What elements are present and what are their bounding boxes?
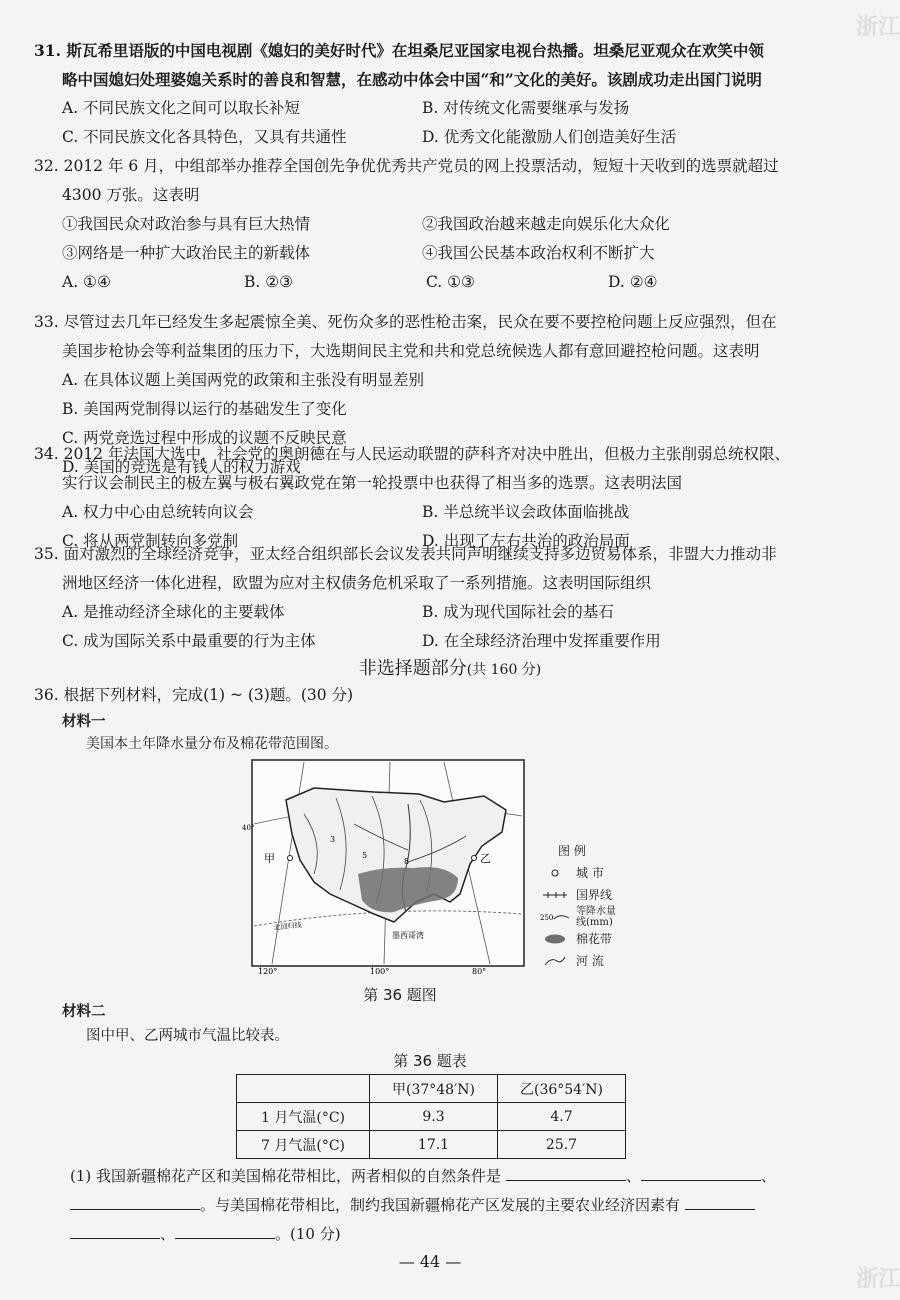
option-b: B. 美国两党制得以运行的基础发生了变化 [62, 400, 347, 418]
section-title-text: 非选择题部分 [358, 658, 467, 679]
option-b: B. 对传统文化需要继承与发扬 [422, 99, 630, 117]
item-2: ②我国政治越来越走向娱乐化大众化 [422, 215, 671, 233]
table-title: 第 36 题表 [393, 1052, 467, 1070]
lon-label: 80° [472, 967, 487, 976]
sub-question-1-text: (1) 我国新疆棉花产区和美国棉花带相比，两者相似的自然条件是 [70, 1167, 502, 1185]
option-c: C. 两党竞选过程中形成的议题不反映民意 [62, 429, 347, 447]
isohyet-value: 8 [404, 857, 410, 866]
question-stem-cont: 美国步枪协会等利益集团的压力下，大选期间民主党和共和党总统候选人都有意回避控枪问题。这表明 [62, 342, 760, 360]
option-c: C. 成为国际关系中最重要的行为主体 [62, 632, 316, 650]
legend-item [540, 884, 620, 906]
cotton-belt-icon [540, 934, 570, 944]
table-header [237, 1075, 370, 1103]
lon-label: 100° [370, 967, 390, 976]
option-c: C. 不同民族文化各具特色，又具有共通性 [62, 128, 347, 146]
table-cell: 25.7 [498, 1131, 626, 1159]
material-1-caption: 美国本土年降水量分布及棉花带范围图。 [86, 736, 338, 752]
material-1-label: 材料一 [62, 713, 106, 730]
table-header: 甲(37°48′N) [370, 1075, 498, 1103]
option-d: D. 在全球经济治理中发挥重要作用 [422, 632, 661, 650]
sub-question-1: (1) 我国新疆棉花产区和美国棉花带相比，两者相似的自然条件是 、 、 。与美国棉花带相比，制约我国新疆棉花产区发展的主要农业经济因素有 、 。(10 分) [70, 1162, 830, 1249]
answer-blank[interactable] [175, 1222, 275, 1239]
option-c: C. 将从两党制转向多党制 [62, 532, 239, 550]
question-stem: 34. 2012 年法国大选中，社会党的奥朗德在与人民运动联盟的萨科齐对决中胜出，但极力主张削弱总统权限、 [34, 445, 790, 463]
table-row [237, 1103, 626, 1131]
question-32 [34, 152, 824, 297]
legend-label: 河 流 [576, 954, 604, 968]
isohyet-value: 3 [330, 835, 336, 844]
table-header-row [237, 1075, 626, 1103]
table-row [237, 1131, 626, 1159]
city-jia-dot [288, 856, 293, 861]
table-cell: 17.1 [370, 1131, 498, 1159]
option-a: A. ①④ [62, 273, 111, 291]
option-b: B. ②③ [244, 273, 294, 291]
legend-label: 城 市 [576, 866, 604, 880]
lon-label: 120° [258, 967, 278, 976]
question-stem-cont: 洲地区经济一体化进程，欧盟为应对主权债务危机采取了一系列措施。这表明国际组织 [62, 574, 652, 592]
table-header: 乙(36°54′N) [498, 1075, 626, 1103]
material-2-caption: 图中甲、乙两城市气温比较表。 [86, 1028, 289, 1044]
legend-label: 国界线 [576, 888, 613, 902]
option-d: D. 出现了左右共治的政治局面 [422, 532, 630, 550]
question-34 [34, 440, 824, 556]
option-d: D. 美国的竞选是有钱人的权力游戏 [62, 458, 301, 476]
item-4: ④我国公民基本政治权利不断扩大 [422, 244, 655, 262]
city-dot-icon [540, 868, 570, 878]
item-3: ③网络是一种扩大政治民主的新载体 [62, 244, 311, 262]
answer-blank[interactable] [641, 1164, 761, 1181]
watermark-bottom: 浙江 [855, 1267, 900, 1292]
section-title [0, 654, 900, 680]
question-31 [34, 36, 824, 152]
question-stem: 35. 面对激烈的全球经济竞争，亚太经合组织部长会议发表共同声明继续支持多边贸易体系，非盟大力推动非 [34, 545, 777, 563]
question-stem: 31. 斯瓦希里语版的中国电视剧《媳妇的美好时代》在坦桑尼亚国家电视台热播。坦桑尼亚观众在欢笑中领 [34, 41, 764, 60]
map-legend [540, 840, 620, 972]
city-jia-label: 甲 [264, 852, 275, 865]
question-stem-cont: 略中国媳妇处理婆媳关系时的善良和智慧，在感动中体会中国“和”文化的美好。该剧成功走出国门说明 [62, 70, 762, 89]
option-a: A. 是推动经济全球化的主要载体 [62, 603, 285, 621]
legend-item [540, 928, 620, 950]
option-d: D. 优秀文化能激励人们创造美好生活 [422, 128, 677, 146]
sub-question-1-score: 。(10 分) [275, 1225, 341, 1243]
watermark-top: 浙江 [855, 15, 900, 40]
legend-label: 等降水量线(mm) [576, 906, 616, 928]
gulf-label: 墨西哥湾 [392, 931, 424, 940]
table-cell: 1 月气温(°C) [237, 1103, 370, 1131]
question-35 [34, 540, 824, 656]
question-stem: 33. 尽管过去几年已经发生多起震惊全美、死伤众多的恶性枪击案，民众在要不要控枪问题上反应强烈，但在 [34, 313, 777, 331]
table-cell: 7 月气温(°C) [237, 1131, 370, 1159]
answer-blank[interactable] [70, 1193, 200, 1210]
answer-blank[interactable] [685, 1193, 755, 1210]
river-icon [540, 955, 570, 967]
question-36-stem: 36. 根据下列材料，完成(1) ~ (3)题。(30 分) [34, 686, 354, 704]
legend-title: 图 例 [558, 844, 586, 858]
lat-label: 40° [242, 824, 255, 832]
border-line-icon [540, 890, 570, 900]
table-cell: 9.3 [370, 1103, 498, 1131]
city-yi-dot [472, 856, 477, 861]
legend-item [540, 906, 620, 928]
temperature-table [236, 1074, 626, 1159]
legend-item [540, 950, 620, 972]
isohyet-value: 5 [362, 851, 368, 860]
city-yi-label: 乙 [480, 852, 491, 865]
tropic-label: 北回归线 [273, 921, 303, 932]
material-2-label: 材料二 [62, 1003, 106, 1020]
us-precipitation-map [244, 754, 534, 974]
question-stem-cont: 实行议会制民主的极左翼与极右翼政党在第一轮投票中也获得了相当多的选票。这表明法国 [62, 474, 683, 492]
option-b: B. 成为现代国际社会的基石 [422, 603, 614, 621]
figure-label: 第 36 题图 [363, 986, 437, 1004]
question-stem-cont: 4300 万张。这表明 [62, 186, 200, 204]
option-a: A. 权力中心由总统转向议会 [62, 503, 254, 521]
option-d: D. ②④ [608, 273, 658, 291]
legend-label: 棉花带 [576, 932, 613, 946]
page-number: — 44 — [398, 1252, 462, 1271]
sub-question-1-text-cont: 。与美国棉花带相比，制约我国新疆棉花产区发展的主要农业经济因素有 [200, 1196, 681, 1214]
answer-blank[interactable] [70, 1222, 160, 1239]
option-a: A. 在具体议题上美国两党的政策和主张没有明显差别 [62, 371, 425, 389]
option-c: C. ①③ [426, 273, 475, 291]
item-1: ①我国民众对政治参与具有巨大热情 [62, 215, 311, 233]
table-cell: 4.7 [498, 1103, 626, 1131]
answer-blank[interactable] [506, 1164, 626, 1181]
section-score: (共 160 分) [466, 662, 542, 678]
question-stem: 32. 2012 年 6 月，中组部举办推荐全国创先争优优秀共产党员的网上投票活动，短短十天收到的选票就超过 [34, 157, 779, 175]
legend-item [540, 862, 620, 884]
svg-text:250: 250 [540, 914, 554, 922]
isohyet-icon [540, 911, 570, 923]
option-a: A. 不同民族文化之间可以取长补短 [62, 99, 301, 117]
option-b: B. 半总统半议会政体面临挑战 [422, 503, 630, 521]
